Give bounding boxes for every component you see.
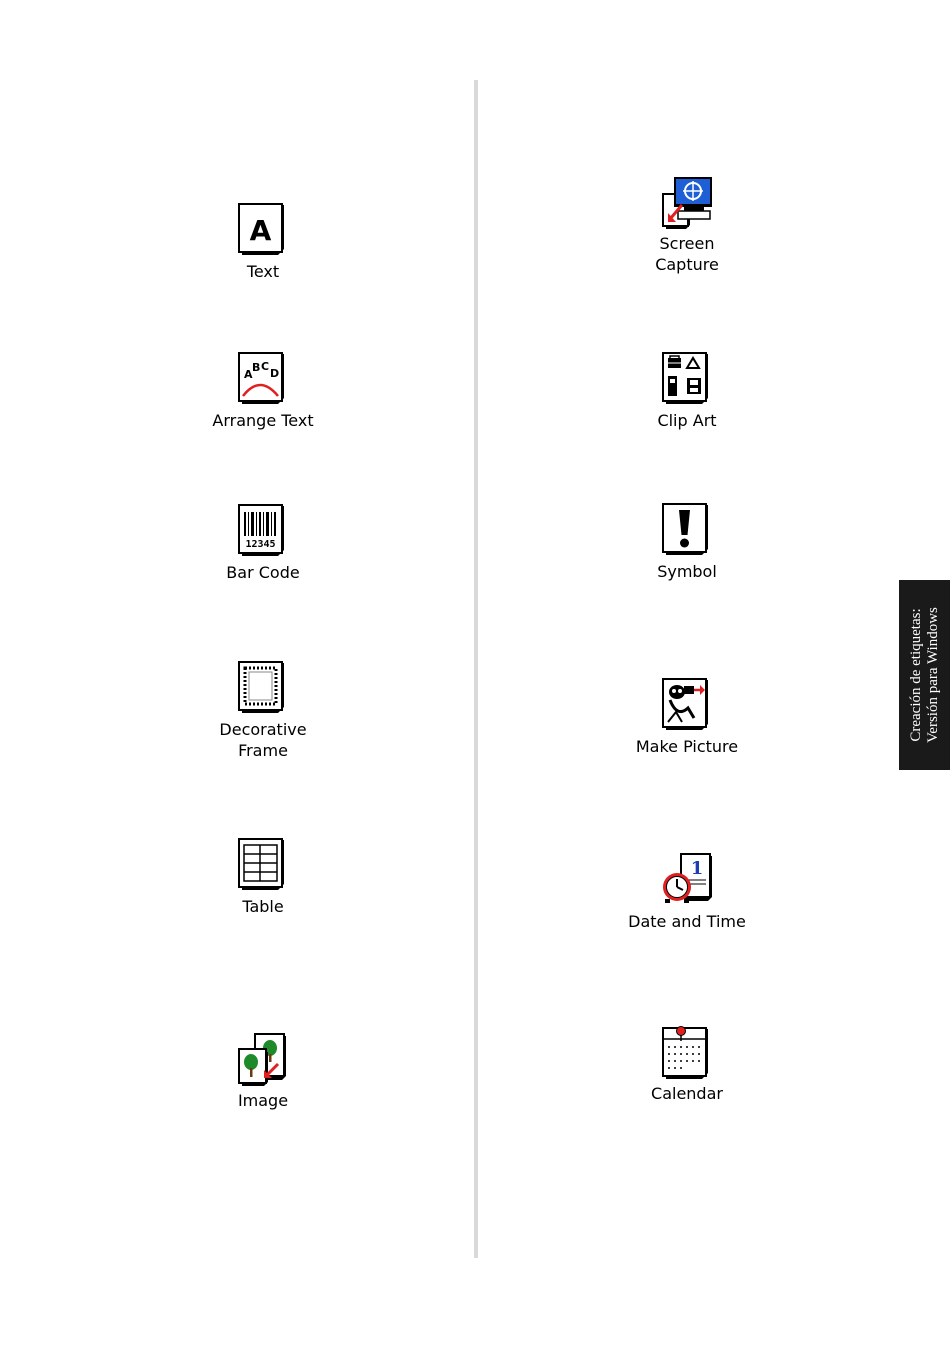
table-icon [236,838,290,892]
symbol-label: Symbol [657,562,717,581]
make-picture-label: Make Picture [635,737,739,756]
bar-code-icon [236,504,290,558]
clip-art-icon [660,352,714,406]
chapter-side-tab [899,580,950,770]
image-icon [236,1032,290,1086]
column-divider [474,80,478,1258]
symbol-tool[interactable] [597,503,777,582]
make-picture-tool[interactable] [597,678,777,757]
make-picture-icon [660,678,714,732]
calendar-label: Calendar [651,1084,723,1103]
text-tool[interactable] [173,203,353,282]
side-tab-line-2: Versión para Windows [924,607,941,743]
text-glyph: A [249,214,272,247]
date-and-time-label: Date and Time [628,912,746,931]
svg-text:D: D [270,367,280,380]
date-time-icon [660,853,714,907]
calendar-icon [660,1025,714,1079]
arrange-text-label: Arrange Text [212,411,314,430]
clip-art-tool[interactable] [597,352,777,431]
table-label: Table [242,897,284,916]
bar-code-tool[interactable] [173,504,353,583]
screen-capture-icon [660,175,714,229]
side-tab-line-1: Creación de etiquetas: [907,608,924,742]
chapter-side-tab-text [908,607,942,743]
barcode-digits: 12345 [245,539,276,550]
arrange-text-tool[interactable] [173,352,353,431]
screen-capture-tool[interactable] [597,175,777,275]
svg-text:A: A [244,368,253,381]
image-tool[interactable] [173,1032,353,1111]
bar-code-label: Bar Code [226,563,300,582]
date-digit: 1 [690,858,704,879]
text-label: Text [246,262,280,281]
decorative-frame-tool[interactable] [173,661,353,761]
clip-art-label: Clip Art [657,411,717,430]
date-and-time-tool[interactable] [597,853,777,932]
svg-text:B: B [252,361,261,374]
screen-capture-label: Screen Capture [655,234,719,274]
svg-text:C: C [261,360,270,373]
calendar-tool[interactable] [597,1025,777,1104]
text-icon [236,203,290,257]
arrange-text-icon [236,352,290,406]
symbol-icon [660,503,714,557]
decorative-frame-icon [236,661,290,715]
table-tool[interactable] [173,838,353,917]
image-label: Image [237,1091,289,1110]
decorative-frame-label: Decorative Frame [219,720,307,760]
